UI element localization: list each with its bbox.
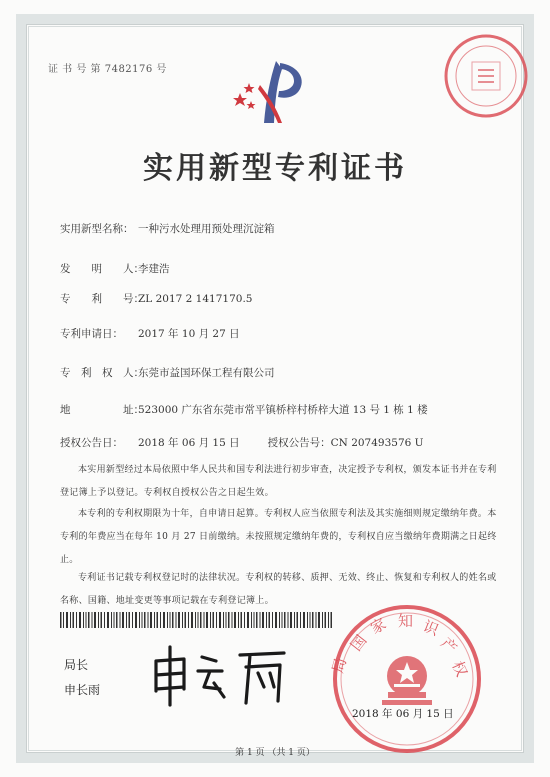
inventor-value: 李建浩 — [138, 263, 170, 275]
grant-date-label: 授权公告日： — [60, 437, 123, 449]
patentee-value: 东莞市益国环保工程有限公司 — [138, 367, 275, 379]
document-title: 实用新型专利证书 — [143, 151, 407, 186]
patent-number-label: 专 利 号： — [60, 293, 144, 305]
signer-title: 局长 — [64, 658, 89, 672]
row-filing-date — [60, 326, 240, 341]
national-ip-office-seal — [328, 600, 486, 758]
svg-text:局: 局 — [328, 655, 350, 676]
patent-number-value: ZL 2017 2 1417170.5 — [138, 293, 253, 305]
filing-date-label: 专利申请日： — [60, 328, 123, 340]
row-patentee — [60, 365, 275, 380]
grant-number-label: 授权公告号： — [267, 437, 331, 449]
row-address — [60, 402, 428, 417]
svg-text:识: 识 — [420, 617, 442, 640]
svg-text:产: 产 — [437, 633, 461, 658]
page-number: 第 1 页 （共 1 页） — [235, 748, 315, 758]
name-value: 一种污水处理用预处理沉淀箱 — [138, 223, 275, 235]
svg-text:国: 国 — [346, 631, 371, 655]
barcode — [60, 612, 332, 628]
row-patent-name — [60, 221, 275, 236]
svg-text:家: 家 — [367, 614, 390, 638]
row-patent-number — [60, 291, 252, 306]
name-label: 实用新型名称： — [60, 223, 134, 235]
svg-text:知: 知 — [398, 612, 414, 630]
signer-name: 申长雨 — [64, 683, 101, 697]
certificate-number: 证 书 号 第 7482176 号 — [48, 64, 167, 75]
inventor-label: 发 明 人： — [60, 263, 144, 275]
seal-date: 2018 年 06 月 15 日 — [352, 708, 454, 720]
row-grant — [60, 435, 424, 450]
paragraph-3: 专利证书记载专利权登记时的法律状况。专利权的转移、质押、无效、终止、恢复和专利权人的姓名或名称、国籍、地址变更等事项记载在专利登记簿上。 — [60, 573, 497, 606]
paragraph-1: 本实用新型经过本局依照中华人民共和国专利法进行初步审查，决定授予专利权，颁发本证书并在专利登记簿上予以登记。专利权自授权公告之日起生效。 — [60, 465, 497, 498]
paragraph-2: 本专利的专利权期限为十年，自申请日起算。专利权人应当依照专利法及其实施细则规定缴纳年费。本专利的年费应当在每年 10 月 27 日前缴纳。未按照规定缴纳年费的，专利权自应当缴纳年费期满之日起终止。 — [60, 509, 497, 565]
svg-text:权: 权 — [448, 658, 471, 680]
patentee-label: 专 利 权 人： — [60, 367, 144, 379]
grant-number-value: CN 207493576 U — [330, 437, 424, 449]
handwritten-signature — [150, 643, 288, 713]
address-label: 地 址： — [60, 404, 144, 416]
row-inventor — [60, 261, 170, 276]
grant-date-value: 2018 年 06 月 15 日 — [138, 437, 240, 449]
address-value: 523000 广东省东莞市常平镇桥梓村桥梓大道 13 号 1 栋 1 楼 — [138, 404, 428, 416]
top-seal-stamp — [440, 30, 532, 122]
patent-office-logo — [230, 55, 322, 127]
filing-date-value: 2017 年 10 月 27 日 — [138, 328, 240, 340]
